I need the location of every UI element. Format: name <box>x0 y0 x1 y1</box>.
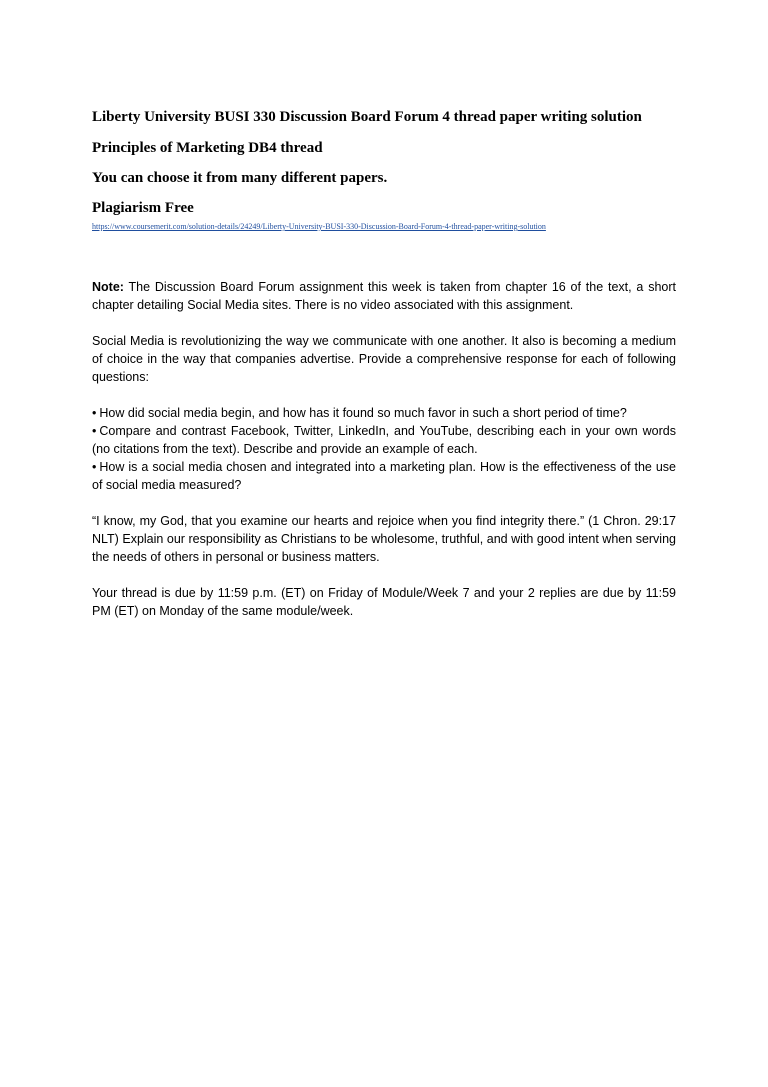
document-subtitle: Principles of Marketing DB4 thread <box>92 140 323 156</box>
due-paragraph: Your thread is due by 11:59 p.m. (ET) on Friday of Module/Week 7 and your 2 replies are due by 11:59 PM (ET) on Monday of the same module/week. <box>92 586 676 618</box>
quote-paragraph: “I know, my God, that you examine our hearts and rejoice when you find integrity there.” (1 Chron. 29:17 NLT) Explain our responsibility as Christians to be wholesome, truthful, and with good intent when serving the needs of others in personal or business matters. <box>92 514 676 564</box>
bullet-icon: • <box>92 406 97 420</box>
choose-text: You can choose it from many different papers. <box>92 170 388 186</box>
note-label: Note: <box>92 280 124 294</box>
question-text: How is a social media chosen and integrated into a marketing plan. How is the effectiveness of the use of social media measured? <box>92 460 676 492</box>
question-list <box>92 404 676 494</box>
bullet-icon: • <box>92 424 97 438</box>
document-title: Liberty University BUSI 330 Discussion Board Forum 4 thread paper writing solution <box>92 109 642 125</box>
solution-link[interactable]: https://www.coursemerit.com/solution-details/24249/Liberty-University-BUSI-330-Discussion-Board-Forum-4-thread-paper-writing-solution <box>92 222 546 231</box>
plagiarism-text: Plagiarism Free <box>92 200 194 216</box>
document-body <box>92 278 676 638</box>
question-text: Compare and contrast Facebook, Twitter, LinkedIn, and YouTube, describing each in your own words (no citations from the text). Describe and provide an example of each. <box>92 424 676 456</box>
bullet-icon: • <box>92 460 97 474</box>
intro-paragraph: Social Media is revolutionizing the way we communicate with one another. It also is becoming a medium of choice in the way that companies advertise. Provide a comprehensive response for each of following questions: <box>92 334 676 384</box>
note-paragraph <box>92 278 676 314</box>
question-text: How did social media begin, and how has it found so much favor in such a short period of time? <box>99 406 627 420</box>
note-text: The Discussion Board Forum assignment this week is taken from chapter 16 of the text, a short chapter detailing Social Media sites. There is no video associated with this assignment. <box>92 280 676 312</box>
question-item <box>92 458 676 494</box>
question-item <box>92 404 676 422</box>
question-item <box>92 422 676 458</box>
document-header <box>92 108 692 232</box>
